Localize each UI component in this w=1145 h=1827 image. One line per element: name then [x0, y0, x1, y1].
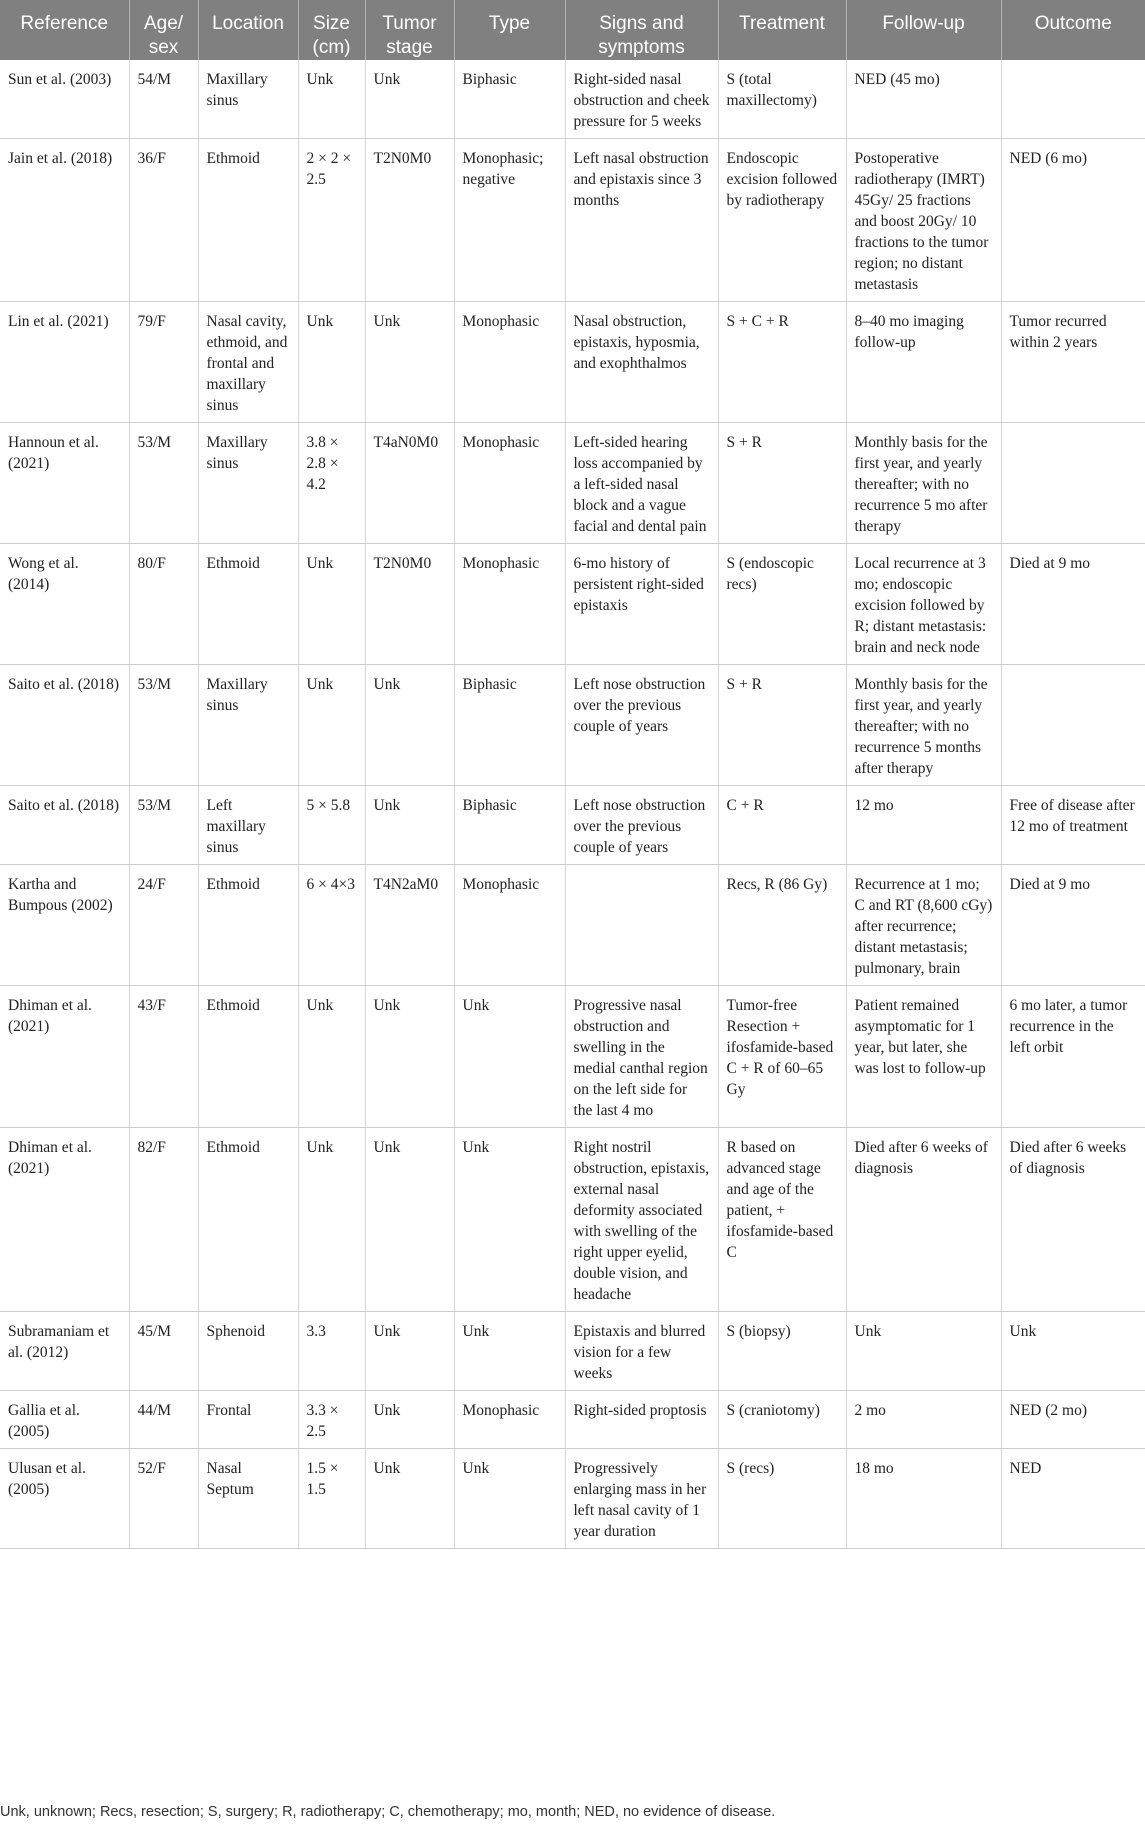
table-row	[0, 865, 1145, 986]
cell-signs-symptoms: Right-sided nasal obstruction and cheek pressure for 5 weeks	[565, 60, 718, 139]
cell-signs-symptoms: Left-sided hearing loss accompanied by a left-sided nasal block and a vague facial and dental pain	[565, 423, 718, 544]
header-signs-symptoms: Signs and symptoms	[565, 0, 718, 60]
cell-age-sex: 54/M	[129, 60, 198, 139]
cell-follow-up: 18 mo	[846, 1449, 1001, 1549]
cell-size: 3.8 × 2.8 × 4.2	[298, 423, 365, 544]
cell-type: Biphasic	[454, 665, 565, 786]
cell-type: Unk	[454, 1128, 565, 1312]
cell-age-sex: 24/F	[129, 865, 198, 986]
cell-reference: Dhiman et al. (2021)	[0, 1128, 129, 1312]
cell-follow-up: Unk	[846, 1312, 1001, 1391]
cell-treatment: C + R	[718, 786, 846, 865]
table-row	[0, 1312, 1145, 1391]
cell-type: Monophasic	[454, 544, 565, 665]
cell-tumor-stage: Unk	[365, 1312, 454, 1391]
cell-signs-symptoms: Epistaxis and blurred vision for a few weeks	[565, 1312, 718, 1391]
cell-signs-symptoms: Progressive nasal obstruction and swelling in the medial canthal region on the left side for the last 4 mo	[565, 986, 718, 1128]
cell-follow-up: NED (45 mo)	[846, 60, 1001, 139]
cell-tumor-stage: T2N0M0	[365, 544, 454, 665]
header-type: Type	[454, 0, 565, 60]
cell-signs-symptoms: Left nasal obstruction and epistaxis since 3 months	[565, 139, 718, 302]
header-tumor-stage: Tumor stage	[365, 0, 454, 60]
cell-type: Monophasic	[454, 865, 565, 986]
cell-type: Unk	[454, 1449, 565, 1549]
header-outcome: Outcome	[1001, 0, 1145, 60]
cell-location: Ethmoid	[198, 865, 298, 986]
cell-type: Unk	[454, 1312, 565, 1391]
cell-reference: Lin et al. (2021)	[0, 302, 129, 423]
cell-outcome	[1001, 665, 1145, 786]
table-row	[0, 544, 1145, 665]
cell-reference: Hannoun et al. (2021)	[0, 423, 129, 544]
cell-age-sex: 52/F	[129, 1449, 198, 1549]
cell-location: Nasal cavity, ethmoid, and frontal and maxillary sinus	[198, 302, 298, 423]
cell-signs-symptoms: Nasal obstruction, epistaxis, hyposmia, and exophthalmos	[565, 302, 718, 423]
cell-treatment: S (craniotomy)	[718, 1391, 846, 1449]
cell-follow-up: Postoperative radiotherapy (IMRT) 45Gy/ 25 fractions and boost 20Gy/ 10 fractions to the tumor region; no distant metastasis	[846, 139, 1001, 302]
cell-treatment: R based on advanced stage and age of the patient, + ifosfamide-based C	[718, 1128, 846, 1312]
cell-follow-up: Recurrence at 1 mo; C and RT (8,600 cGy) after recurrence; distant metastasis; pulmonary, brain	[846, 865, 1001, 986]
cell-tumor-stage: Unk	[365, 60, 454, 139]
cell-outcome	[1001, 60, 1145, 139]
cell-tumor-stage: T2N0M0	[365, 139, 454, 302]
cell-type: Monophasic	[454, 302, 565, 423]
cell-follow-up: Monthly basis for the first year, and yearly thereafter; with no recurrence 5 months after therapy	[846, 665, 1001, 786]
header-size: Size (cm)	[298, 0, 365, 60]
cell-reference: Ulusan et al. (2005)	[0, 1449, 129, 1549]
table-row	[0, 423, 1145, 544]
cell-reference: Subramaniam et al. (2012)	[0, 1312, 129, 1391]
cell-reference: Saito et al. (2018)	[0, 786, 129, 865]
cell-signs-symptoms	[565, 865, 718, 986]
cell-treatment: S (biopsy)	[718, 1312, 846, 1391]
cell-size: 6 × 4×3	[298, 865, 365, 986]
cell-location: Maxillary sinus	[198, 665, 298, 786]
table-body	[0, 60, 1145, 1549]
cell-outcome: Free of disease after 12 mo of treatment	[1001, 786, 1145, 865]
cell-age-sex: 45/M	[129, 1312, 198, 1391]
cell-outcome: NED	[1001, 1449, 1145, 1549]
cell-treatment: Recs, R (86 Gy)	[718, 865, 846, 986]
cell-treatment: S + C + R	[718, 302, 846, 423]
header-location: Location	[198, 0, 298, 60]
cell-age-sex: 80/F	[129, 544, 198, 665]
cell-age-sex: 53/M	[129, 423, 198, 544]
cell-outcome: NED (2 mo)	[1001, 1391, 1145, 1449]
cell-age-sex: 44/M	[129, 1391, 198, 1449]
cell-location: Maxillary sinus	[198, 423, 298, 544]
cell-age-sex: 36/F	[129, 139, 198, 302]
header-age-sex: Age/ sex	[129, 0, 198, 60]
table-row	[0, 986, 1145, 1128]
cell-treatment: Tumor-free Resection + ifosfamide-based C + R of 60–65 Gy	[718, 986, 846, 1128]
cell-size: 5 × 5.8	[298, 786, 365, 865]
cell-tumor-stage: T4aN0M0	[365, 423, 454, 544]
table-header	[0, 0, 1145, 60]
table-row	[0, 665, 1145, 786]
cell-signs-symptoms: Left nose obstruction over the previous couple of years	[565, 786, 718, 865]
cell-size: Unk	[298, 1128, 365, 1312]
table-row	[0, 302, 1145, 423]
cell-tumor-stage: T4N2aM0	[365, 865, 454, 986]
cell-follow-up: Local recurrence at 3 mo; endoscopic excision followed by R; distant metastasis: brain and neck node	[846, 544, 1001, 665]
cell-age-sex: 43/F	[129, 986, 198, 1128]
cell-size: 1.5 × 1.5	[298, 1449, 365, 1549]
cell-location: Ethmoid	[198, 986, 298, 1128]
cell-reference: Wong et al. (2014)	[0, 544, 129, 665]
cell-tumor-stage: Unk	[365, 1391, 454, 1449]
cell-reference: Gallia et al. (2005)	[0, 1391, 129, 1449]
cell-follow-up: Patient remained asymptomatic for 1 year, but later, she was lost to follow-up	[846, 986, 1001, 1128]
cell-size: 2 × 2 × 2.5	[298, 139, 365, 302]
cell-tumor-stage: Unk	[365, 1449, 454, 1549]
cell-size: Unk	[298, 60, 365, 139]
cell-age-sex: 82/F	[129, 1128, 198, 1312]
cell-type: Unk	[454, 986, 565, 1128]
cell-location: Left maxillary sinus	[198, 786, 298, 865]
cell-location: Frontal	[198, 1391, 298, 1449]
cell-outcome: 6 mo later, a tumor recurrence in the left orbit	[1001, 986, 1145, 1128]
cell-treatment: Endoscopic excision followed by radiotherapy	[718, 139, 846, 302]
cell-reference: Sun et al. (2003)	[0, 60, 129, 139]
table-row	[0, 60, 1145, 139]
cell-age-sex: 79/F	[129, 302, 198, 423]
header-follow-up: Follow-up	[846, 0, 1001, 60]
cell-location: Sphenoid	[198, 1312, 298, 1391]
cell-reference: Jain et al. (2018)	[0, 139, 129, 302]
cell-outcome: Tumor recurred within 2 years	[1001, 302, 1145, 423]
cell-signs-symptoms: 6-mo history of persistent right-sided epistaxis	[565, 544, 718, 665]
cell-outcome: Died after 6 weeks of diagnosis	[1001, 1128, 1145, 1312]
cell-treatment: S + R	[718, 665, 846, 786]
header-treatment: Treatment	[718, 0, 846, 60]
cell-size: Unk	[298, 665, 365, 786]
cell-reference: Dhiman et al. (2021)	[0, 986, 129, 1128]
cell-type: Monophasic	[454, 1391, 565, 1449]
cell-follow-up: Died after 6 weeks of diagnosis	[846, 1128, 1001, 1312]
cell-treatment: S + R	[718, 423, 846, 544]
cell-size: Unk	[298, 544, 365, 665]
table-footnote: Unk, unknown; Recs, resection; S, surgery; R, radiotherapy; C, chemotherapy; mo, month; NED, no evidence of disease.	[0, 1804, 776, 1820]
cell-follow-up: 12 mo	[846, 786, 1001, 865]
table-row	[0, 139, 1145, 302]
cell-location: Ethmoid	[198, 139, 298, 302]
cell-reference: Saito et al. (2018)	[0, 665, 129, 786]
cell-signs-symptoms: Right-sided proptosis	[565, 1391, 718, 1449]
cell-reference: Kartha and Bumpous (2002)	[0, 865, 129, 986]
cell-type: Monophasic; negative	[454, 139, 565, 302]
cell-location: Nasal Septum	[198, 1449, 298, 1549]
cell-tumor-stage: Unk	[365, 665, 454, 786]
cell-size: 3.3	[298, 1312, 365, 1391]
cell-outcome	[1001, 423, 1145, 544]
cell-signs-symptoms: Left nose obstruction over the previous couple of years	[565, 665, 718, 786]
table-row	[0, 1128, 1145, 1312]
cell-size: Unk	[298, 986, 365, 1128]
cell-outcome: Died at 9 mo	[1001, 865, 1145, 986]
cell-outcome: Unk	[1001, 1312, 1145, 1391]
cell-location: Ethmoid	[198, 1128, 298, 1312]
cell-outcome: Died at 9 mo	[1001, 544, 1145, 665]
cell-type: Biphasic	[454, 786, 565, 865]
cell-tumor-stage: Unk	[365, 986, 454, 1128]
cell-signs-symptoms: Progressively enlarging mass in her left nasal cavity of 1 year duration	[565, 1449, 718, 1549]
cell-treatment: S (recs)	[718, 1449, 846, 1549]
cell-size: Unk	[298, 302, 365, 423]
cell-size: 3.3 × 2.5	[298, 1391, 365, 1449]
cell-treatment: S (endoscopic recs)	[718, 544, 846, 665]
cell-follow-up: 2 mo	[846, 1391, 1001, 1449]
table-row	[0, 786, 1145, 865]
cell-treatment: S (total maxillectomy)	[718, 60, 846, 139]
cell-follow-up: Monthly basis for the first year, and yearly thereafter; with no recurrence 5 mo after therapy	[846, 423, 1001, 544]
cell-tumor-stage: Unk	[365, 786, 454, 865]
cell-type: Biphasic	[454, 60, 565, 139]
table-row	[0, 1391, 1145, 1449]
header-reference: Reference	[0, 0, 129, 60]
table-row	[0, 1449, 1145, 1549]
cell-location: Maxillary sinus	[198, 60, 298, 139]
cell-follow-up: 8–40 mo imaging follow-up	[846, 302, 1001, 423]
cell-tumor-stage: Unk	[365, 302, 454, 423]
cell-location: Ethmoid	[198, 544, 298, 665]
cell-age-sex: 53/M	[129, 665, 198, 786]
cell-outcome: NED (6 mo)	[1001, 139, 1145, 302]
cell-signs-symptoms: Right nostril obstruction, epistaxis, external nasal deformity associated with swelling of the right upper eyelid, double vision, and headache	[565, 1128, 718, 1312]
cell-age-sex: 53/M	[129, 786, 198, 865]
cell-tumor-stage: Unk	[365, 1128, 454, 1312]
header-row	[0, 0, 1145, 60]
cell-type: Monophasic	[454, 423, 565, 544]
